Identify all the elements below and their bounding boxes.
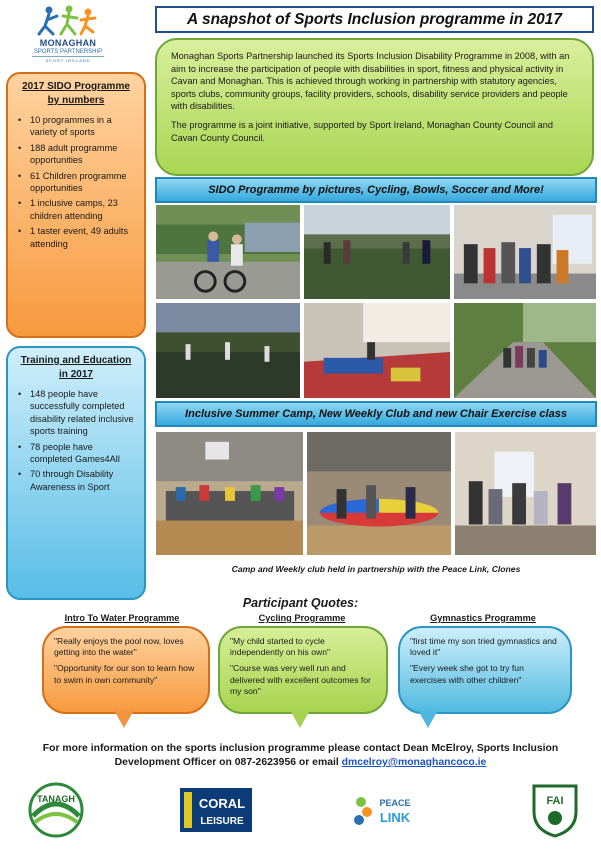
water-quote-2: "Opportunity for our son to learn how to swim in own community" (54, 663, 195, 685)
tanagh-logo (16, 780, 96, 840)
photo-bowls (303, 204, 451, 300)
cycling-quote-1: "My child started to cycle independently on his own" (230, 636, 331, 658)
coral-leisure-logo (176, 780, 256, 840)
leisure-text: LEISURE (200, 816, 244, 827)
photo-summer-camp (155, 431, 304, 556)
list-item: • 70 through Disability Awareness in Sport (16, 468, 136, 493)
sido-numbers-title: 2017 SIDO Programme by numbers (22, 81, 130, 106)
training-title: Training and Education in 2017 (20, 355, 132, 380)
athletes-figures-icon (33, 4, 103, 38)
water-programme-heading: Intro To Water Programme (64, 613, 180, 623)
cycling-programme-heading: Cycling Programme (258, 613, 346, 623)
photo-group-event (453, 204, 597, 300)
peace-link-logo (344, 780, 424, 840)
photo-walking-group (453, 302, 597, 399)
water-quotes-bubble (42, 626, 210, 714)
speech-tail (114, 710, 134, 728)
photo-chair-exercise (454, 431, 597, 556)
link-text: LINK (379, 810, 411, 825)
pictures-banner: SIDO Programme by pictures, Cycling, Bowls, Soccer and More! (155, 177, 597, 203)
training-panel (6, 346, 146, 600)
intro-panel (155, 38, 594, 176)
photo-caption: Camp and Weekly club held in partnership with the Peace Link, Clones (231, 564, 521, 574)
title-box (155, 6, 594, 33)
cycling-quote-2: "Course was very well run and delivered with excellent outcomes for my son" (230, 663, 371, 696)
gymnastics-quotes-bubble (398, 626, 572, 714)
page-title: A snapshot of Sports Inclusion programme in 2017 (187, 10, 562, 28)
list-item: • 10 programmes in a variety of sports (16, 114, 136, 139)
email-link[interactable]: dmcelroy@monaghancoco.ie (341, 757, 487, 768)
gymnastics-quote-2: "Every week she got to try fun exercises with other children" (410, 663, 524, 685)
water-quote-1: "Really enjoys the pool now, loves getting into the water" (54, 636, 184, 658)
list-item: • 1 inclusive camps, 23 children attending (16, 197, 136, 222)
gymnastics-quote-1: "first time my son tried gymnastics and loved it" (410, 636, 557, 658)
list-item: • 78 people have completed Games4All (16, 441, 136, 466)
intro-paragraph-1: Monaghan Sports Partnership launched its Sports Inclusion Disability Programme in 2008, with an aim to increase the participation of people with disabilities in sport, fitness and physical activity in Cavan and Monaghan. This is achieved through working in partnership with statutory agencies, sports clubs, community groups, facility providers, schools, disability service providers and people with disabilities. (171, 51, 570, 112)
quotes-title: Participant Quotes: (242, 596, 359, 610)
photo-weekly-club (306, 431, 452, 556)
coral-text: CORAL (198, 796, 246, 811)
intro-paragraph-2: The programme is a joint initiative, supported by Sport Ireland, Monaghan County Council and Cavan County Council. (171, 119, 554, 143)
peace-text: PEACE (379, 798, 411, 808)
camp-banner: Inclusive Summer Camp, New Weekly Club and new Chair Exercise class (155, 401, 597, 427)
contact-info (20, 742, 581, 770)
list-item: • 61 Children programme opportunities (16, 170, 136, 195)
sido-numbers-panel (6, 72, 146, 338)
sido-numbers-list (16, 114, 136, 250)
logo-line-3: SPORT IRELAND (32, 56, 104, 63)
tanagh-text: TANAGH (37, 794, 75, 804)
list-item: • 188 adult programme opportunities (16, 142, 136, 167)
logo-line-2: SPORTS PARTNERSHIP (33, 49, 103, 55)
speech-tail (418, 710, 438, 728)
list-item: • 148 people have successfully completed disability related inclusive sports training (16, 388, 136, 438)
monaghan-sports-partnership-logo (8, 4, 128, 68)
fai-logo (520, 780, 590, 840)
cycling-quotes-bubble (218, 626, 388, 714)
training-list (16, 388, 136, 493)
photo-cycling (155, 204, 301, 300)
photo-soccer (155, 302, 301, 399)
fai-text: FAI (546, 795, 564, 807)
list-item: • 1 taster event, 49 adults attending (16, 225, 136, 250)
photo-gymnastics (303, 302, 451, 399)
logo-line-1: MONAGHAN (39, 38, 97, 48)
gymnastics-programme-heading: Gymnastics Programme (430, 613, 536, 623)
contact-text: For more information on the sports inclusion programme please contact Dean McElroy, Sports Inclusion Development Officer on 087-2623956 or email (42, 743, 559, 768)
speech-tail (290, 710, 310, 728)
